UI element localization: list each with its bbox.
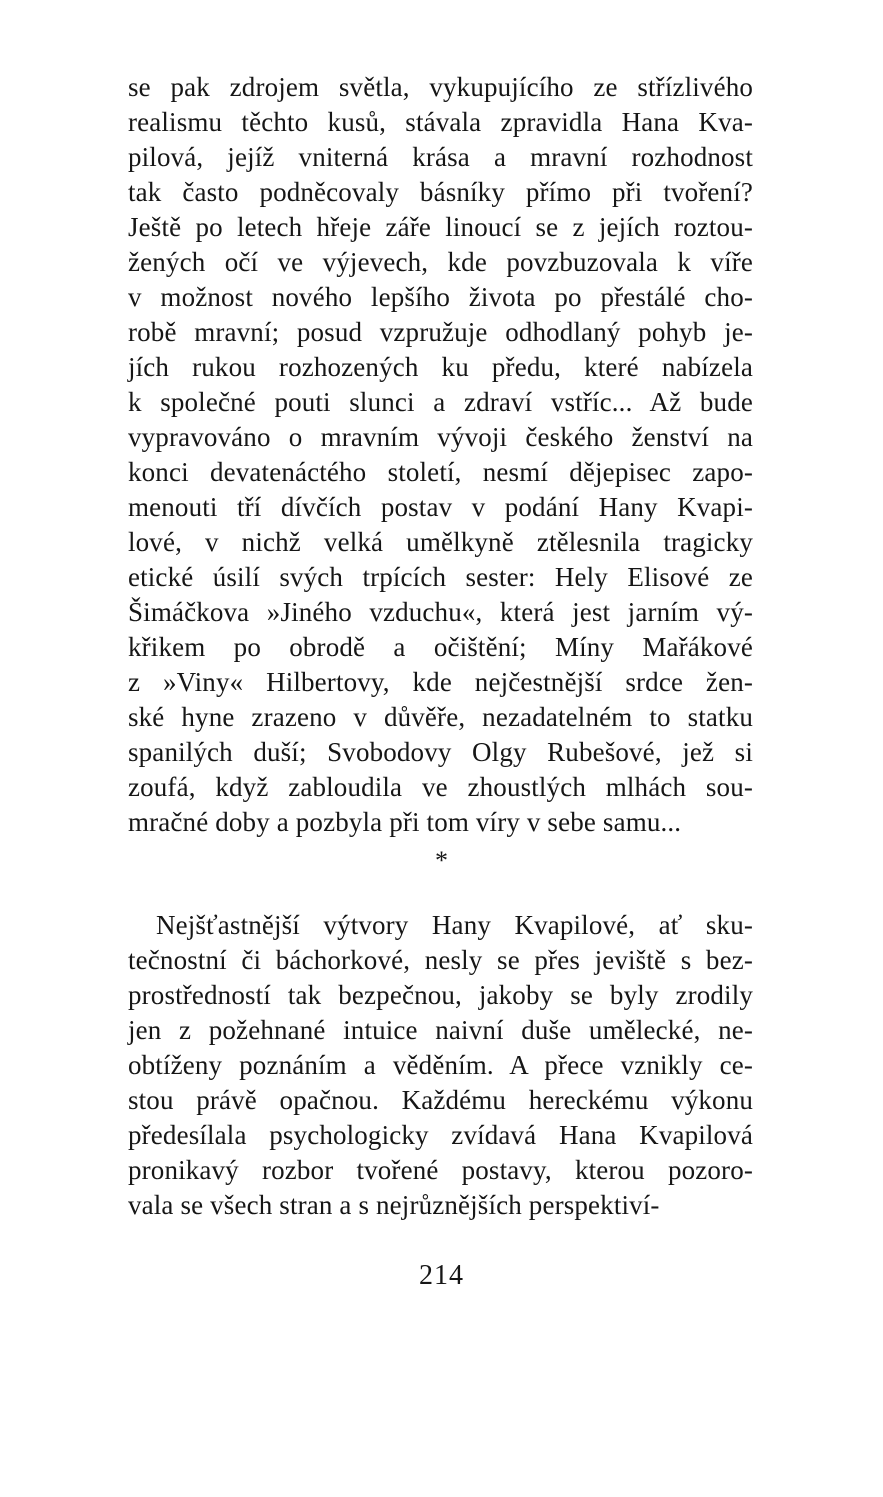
text-line: křikem po obrodě a očištění; Míny Mařákové <box>128 632 753 662</box>
text-line: zoufá, když zabloudila ve zhoustlých mlhách sou- <box>128 772 753 802</box>
text-line: spanilých duší; Svobodovy Olgy Rubešové, jež si <box>128 737 753 767</box>
text-line: Šimáčkova »Jiného vzduchu«, která jest jarním vý- <box>128 597 753 627</box>
text-line: k společné pouti slunci a zdraví vstříc... Až bude <box>128 387 753 417</box>
text-line: stou právě opačnou. Každému hereckému výkonu <box>128 1085 753 1115</box>
text-line: tak často podněcovaly básníky přímo při tvoření? <box>128 177 753 207</box>
text-line: realismu těchto kusů, stávala zpravidla Hana Kva- <box>128 107 753 137</box>
text-line: žených očí ve výjevech, kde povzbuzovala k víře <box>128 247 753 277</box>
paragraph-1 <box>128 70 753 840</box>
text-line: robě mravní; posud vzpružuje odhodlaný pohyb je- <box>128 317 753 347</box>
text-line: konci devatenáctého století, nesmí dějepisec zapo- <box>128 457 753 487</box>
text-line: vala se všech stran a s nejrůznějších perspektiví- <box>128 1190 660 1220</box>
text-line: mračné doby a pozbyla při tom víry v sebe samu... <box>128 807 682 837</box>
text-line: jích rukou rozhozených ku předu, které nabízela <box>128 352 753 382</box>
text-line: vypravováno o mravním vývoji českého ženství na <box>128 422 753 452</box>
text-line: jen z požehnané intuice naivní duše umělecké, ne- <box>128 1015 753 1045</box>
paragraph-2 <box>128 908 753 1223</box>
text-line: obtíženy poznáním a věděním. A přece vznikly ce- <box>128 1050 753 1080</box>
text-line: Nejšťastnější výtvory Hany Kvapilové, ať sku- <box>156 910 753 940</box>
text-line: menouti tří dívčích postav v podání Hany Kvapi- <box>128 492 753 522</box>
section-separator: * <box>435 846 448 875</box>
page-number: 214 <box>419 1260 464 1291</box>
text-line: v možnost nového lepšího života po přestálé cho- <box>128 282 753 312</box>
text-line: lové, v nichž velká umělkyně ztělesnila tragicky <box>128 527 753 557</box>
text-line: pronikavý rozbor tvořené postavy, kterou pozoro- <box>128 1155 753 1185</box>
text-line: prostředností tak bezpečnou, jakoby se byly zrodily <box>128 980 753 1010</box>
text-line: ské hyne zrazeno v důvěře, nezadatelném to statku <box>128 702 753 732</box>
text-line: pilová, jejíž vniterná krása a mravní rozhodnost <box>128 142 753 172</box>
text-line: etické úsilí svých trpících sester: Hely Elisové ze <box>128 562 753 592</box>
text-line: Ještě po letech hřeje záře linoucí se z jejích roztou- <box>128 212 753 242</box>
text-line: tečnostní či báchorkové, nesly se přes jeviště s bez- <box>128 945 753 975</box>
text-line: z »Viny« Hilbertovy, kde nejčestnější srdce žen- <box>128 667 753 697</box>
text-line: se pak zdrojem světla, vykupujícího ze střízlivého <box>128 72 753 102</box>
text-line: předesílala psychologicky zvídavá Hana Kvapilová <box>128 1120 753 1150</box>
